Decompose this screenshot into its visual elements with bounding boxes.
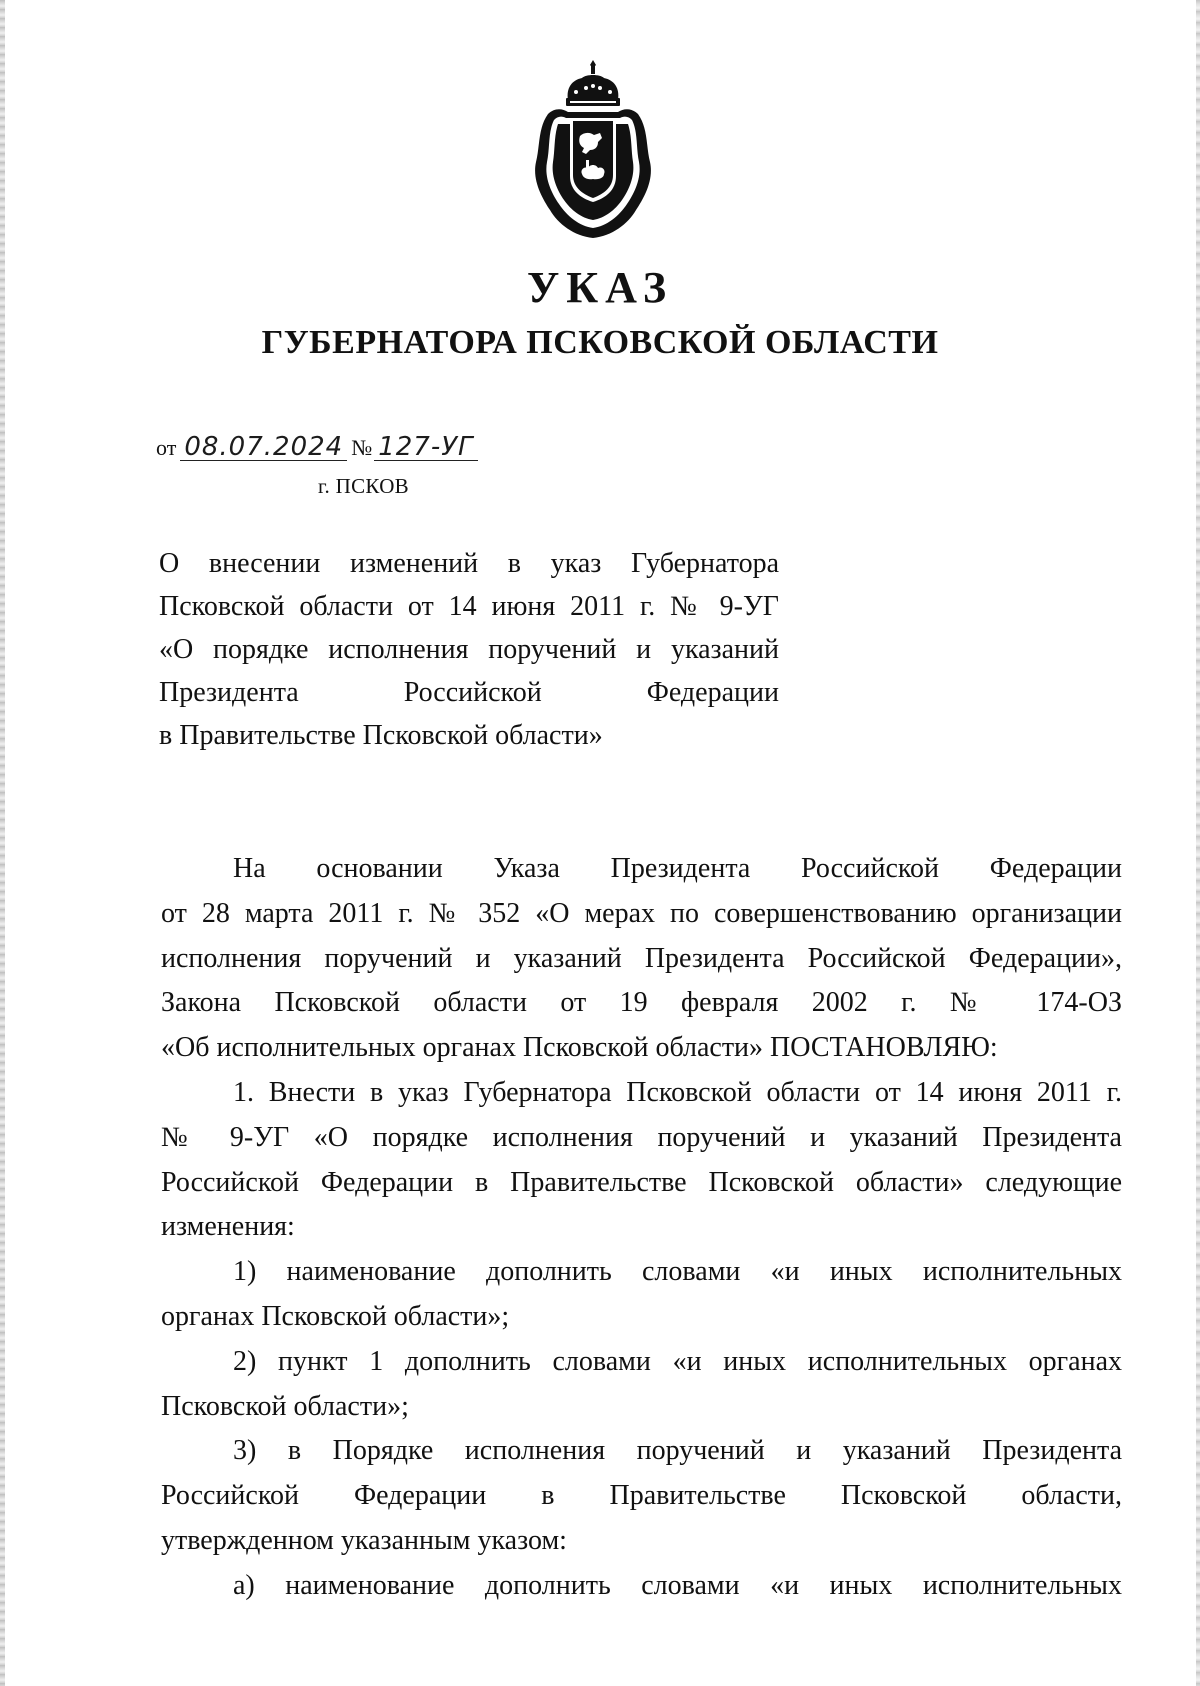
body-line: Закона Псковской области от 19 февраля 2002 г. № 174-ОЗ — [161, 987, 1122, 1019]
decree-body — [161, 847, 1122, 1609]
document-subtitle: ГУБЕРНАТОРА ПСКОВСКОЙ ОБЛАСТИ — [261, 324, 939, 361]
scan-edge-right — [1196, 0, 1200, 1686]
body-line: Псковской области»; — [161, 1390, 409, 1422]
date-number-line — [156, 434, 478, 461]
subject-line: «О порядке исполнения поручений и указаний — [159, 634, 779, 665]
body-line: Российской Федерации в Правительстве Псковской области, — [161, 1480, 1122, 1512]
number-prefix: № — [351, 435, 373, 460]
body-line: Российской Федерации в Правительстве Псковской области» следующие — [161, 1166, 1122, 1198]
body-line: утвержденном указанным указом: — [161, 1524, 567, 1556]
body-line: 2) пункт 1 дополнить словами «и иных исполнительных органах — [233, 1345, 1122, 1377]
date-prefix: от — [156, 435, 177, 460]
body-line: от 28 марта 2011 г. № 352 «О мерах по совершенствованию организации — [161, 897, 1122, 929]
body-line: На основании Указа Президента Российской Федерации — [233, 853, 1122, 884]
body-line: а) наименование дополнить словами «и иных исполнительных — [233, 1569, 1122, 1601]
document-title: УКАЗ — [526, 263, 674, 312]
subject-line: в Правительстве Псковской области» — [159, 720, 603, 751]
body-line: № 9-УГ «О порядке исполнения поручений и указаний Президента — [161, 1121, 1122, 1153]
subject-line: Псковской области от 14 июня 2011 г. № 9-УГ — [159, 591, 779, 622]
scan-edge-left — [0, 0, 5, 1686]
city-label: г. ПСКОВ — [318, 474, 409, 498]
coat-of-arms-icon — [528, 58, 658, 243]
body-line: 3) в Порядке исполнения поручений и указаний Президента — [233, 1435, 1122, 1467]
body-line: 1) наименование дополнить словами «и иных исполнительных — [233, 1256, 1122, 1288]
body-line: 1. Внести в указ Губернатора Псковской области от 14 июня 2011 г. — [233, 1076, 1122, 1108]
handwritten-date: 08.07.2024 — [180, 434, 347, 461]
body-line: исполнения поручений и указаний Президента Российской Федерации», — [161, 942, 1122, 974]
body-line: органах Псковской области»; — [161, 1300, 510, 1332]
handwritten-number: 127-УГ — [374, 434, 477, 461]
subject-line: Президента Российской Федерации — [159, 677, 779, 708]
body-line: «Об исполнительных органах Псковской области» ПОСТАНОВЛЯЮ: — [161, 1032, 998, 1064]
decree-subject — [159, 542, 779, 757]
subject-line: О внесении изменений в указ Губернатора — [159, 548, 779, 579]
body-line: изменения: — [161, 1211, 295, 1243]
